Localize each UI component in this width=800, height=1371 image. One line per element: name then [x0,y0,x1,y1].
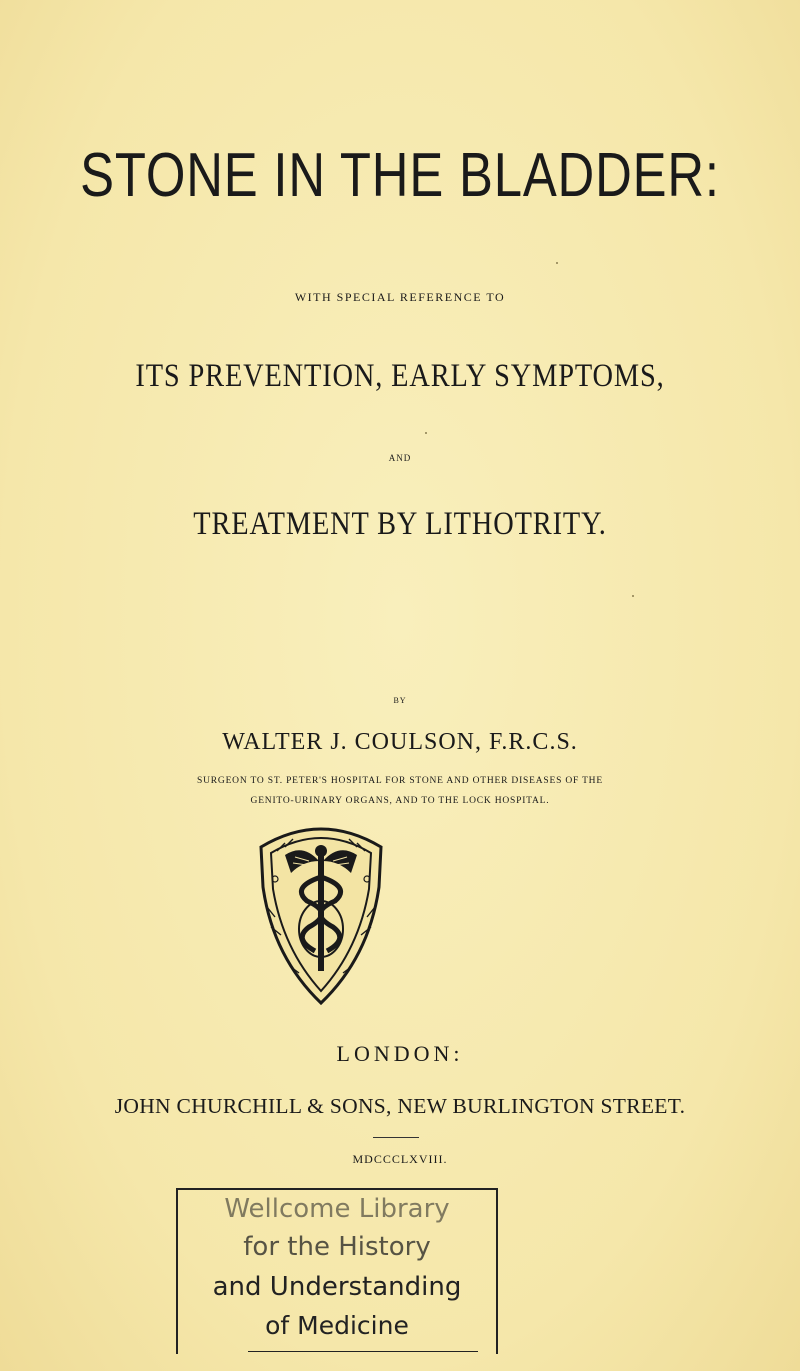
stamp-line-1: Wellcome Library [224,1194,450,1224]
by-word: BY [393,696,407,705]
subtitle-line-1: ITS PREVENTION, EARLY SYMPTOMS, [135,358,665,394]
stamp-line-4: of Medicine [265,1311,409,1340]
stamp-underline [248,1351,478,1352]
paper-speck [425,432,427,434]
author-credentials-line-2: GENITO-URINARY ORGANS, AND TO THE LOCK HOSPITAL. [250,796,550,806]
author-name: WALTER J. COULSON, F.R.C.S. [222,729,578,755]
publisher-line: JOHN CHURCHILL & SONS, NEW BURLINGTON STREET. [114,1094,686,1118]
publication-place: LONDON: [336,1041,464,1066]
divider-rule [373,1137,419,1138]
main-title: STONE IN THE BLADDER: [80,141,720,210]
library-stamp [176,1188,498,1354]
paper-speck [556,262,558,264]
author-credentials-line-1: SURGEON TO ST. PETER'S HOSPITAL FOR STONE AND OTHER DISEASES OF THE [197,776,603,786]
and-word: AND [388,453,412,463]
caduceus-shield-emblem-icon [251,817,391,1007]
stamp-line-2: for the History [243,1232,431,1262]
paper-speck [632,595,634,597]
reference-line: WITH SPECIAL REFERENCE TO [294,290,506,304]
stamp-line-3: and Understanding [212,1272,462,1302]
subtitle-line-2: TREATMENT BY LITHOTRITY. [193,506,607,542]
publication-date: MDCCCLXVIII. [352,1152,448,1166]
